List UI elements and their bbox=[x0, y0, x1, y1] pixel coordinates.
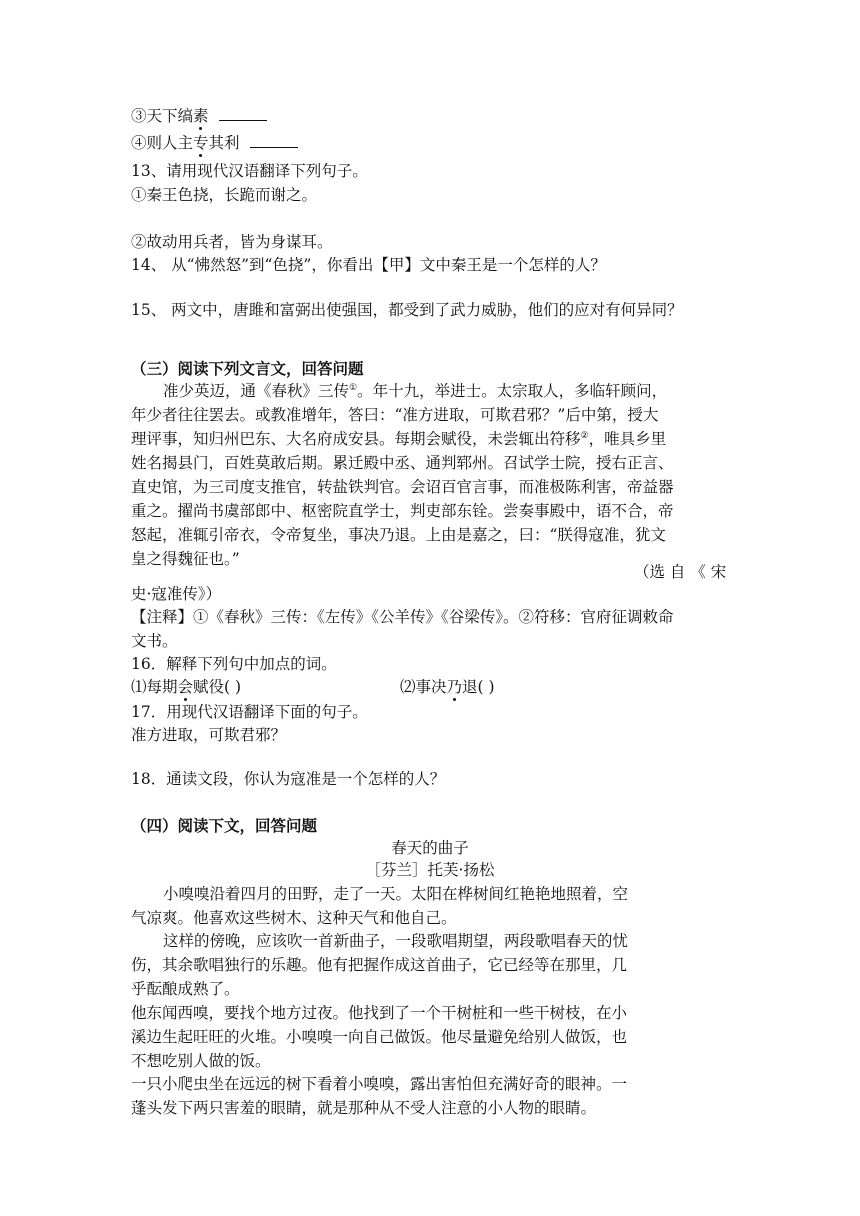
q17-sentence: 准方进取，可欺君邪？ bbox=[131, 726, 287, 744]
story-title: 春天的曲子 bbox=[391, 839, 469, 857]
q17-title: 17．用现代汉语翻译下面的句子。 bbox=[131, 703, 368, 721]
q13-sentence-1: ①秦王色挠，长跪而谢之。 bbox=[131, 186, 318, 204]
story-line: 气凉爽。他喜欢这些树木、这种天气和他自己。 bbox=[131, 909, 457, 927]
q12-item-3: ③天下缟素 bbox=[131, 104, 267, 128]
passage-line: 姓名揭县门，百姓莫敢后期。累迁殿中丞、通判郓州。召试学士院，授右正言、 bbox=[131, 454, 674, 472]
story-line: 伤，其余歌唱独行的乐趣。他有把握作成这首曲子，它已经等在那里，几 bbox=[131, 956, 628, 974]
q15: 15、 两文中，唐雎和富弼出使强国，都受到了武力威胁，他们的应对有何异同？ bbox=[131, 301, 683, 319]
story-author: ［芬兰］托芙·扬松 bbox=[365, 861, 495, 879]
answer-blank[interactable] bbox=[219, 106, 267, 121]
dotted-char: 专 bbox=[193, 131, 209, 155]
answer-blank[interactable] bbox=[250, 133, 298, 148]
q16-item-2: ⑵事决乃退( ) bbox=[400, 675, 495, 699]
dotted-char: 会 bbox=[178, 675, 194, 699]
story-line: 溪边生起旺旺的火堆。小嗅嗅一向自己做饭。他尽量避免给别人做饭，也 bbox=[131, 1028, 628, 1046]
passage-line: 皇之得魏征也。” bbox=[131, 550, 240, 568]
section-3-heading: （三）阅读下列文言文，回答问题 bbox=[131, 360, 364, 378]
dotted-char: 乃 bbox=[447, 675, 463, 699]
story-line: 小嗅嗅沿着四月的田野，走了一天。太阳在桦树间红艳艳地照着，空 bbox=[163, 885, 629, 903]
source-citation: （选 自 《 宋 bbox=[634, 563, 727, 581]
q13-sentence-2: ②故动用兵者，皆为身谋耳。 bbox=[131, 233, 333, 251]
source-citation-cont: 史·寇准传》） bbox=[131, 585, 222, 603]
passage-line: 直史馆，为三司度支推官，转盐铁判官。会诏百官言事，而准极陈利害，帝益器 bbox=[131, 478, 674, 496]
story-line: 这样的傍晚，应该吹一首新曲子，一段歌唱期望，两段歌唱春天的忧 bbox=[163, 932, 629, 950]
story-line: 蓬头发下两只害羞的眼睛，就是那种从不受人注意的小人物的眼睛。 bbox=[131, 1099, 597, 1117]
q16-item-1: ⑴每期会赋役( ) bbox=[131, 675, 241, 699]
passage-line: 重之。擢尚书虞部郎中、枢密院直学士，判吏部东铨。尝奏事殿中，语不合，帝 bbox=[131, 502, 674, 520]
dotted-char: 素 bbox=[193, 104, 209, 128]
story-line: 一只小爬虫坐在远远的树下看着小嗅嗅，露出害怕但充满好奇的眼神。一 bbox=[131, 1075, 628, 1093]
q16-title: 16．解释下列句中加点的词。 bbox=[131, 655, 337, 673]
annotation-cont: 文书。 bbox=[131, 632, 178, 650]
q12-item-4: ④则人主专其利 bbox=[131, 131, 298, 155]
annotation: 【注释】①《春秋》三传：《左传》《公羊传》《谷梁传》。②符移：官府征调敕命 bbox=[131, 608, 674, 626]
q18: 18．通读文段，你认为寇准是一个怎样的人？ bbox=[131, 770, 446, 788]
q14: 14、 从“怫然怒”到“色挠”，你看出【甲】文中秦王是一个怎样的人？ bbox=[131, 256, 606, 274]
passage-line: 怒起，准辄引帝衣，令帝复坐，事决乃退。上由是嘉之，曰：“朕得寇准，犹文 bbox=[131, 526, 666, 544]
passage-line: 理评事，知归州巴东、大名府成安县。每期会赋役，未尝辄出符移②，唯具乡里 bbox=[131, 430, 667, 448]
story-line: 他东闻西嗅，要找个地方过夜。他找到了一个干树桩和一些干树枝，在小 bbox=[131, 1004, 628, 1022]
q13-title: 13、请用现代汉语翻译下列句子。 bbox=[131, 162, 368, 180]
section-4-heading: （四）阅读下文，回答问题 bbox=[131, 817, 318, 835]
story-line: 不想吃别人做的饭。 bbox=[131, 1052, 271, 1070]
passage-line: 年少者往往罢去。或教准增年，答曰：“准方进取，可欺君邪？”后中第，授大 bbox=[131, 406, 659, 424]
story-line: 乎酝酿成熟了。 bbox=[131, 980, 240, 998]
passage-line: 准少英迈，通《春秋》三传①。年十九，举进士。太宗取人，多临轩顾问， bbox=[163, 382, 668, 400]
